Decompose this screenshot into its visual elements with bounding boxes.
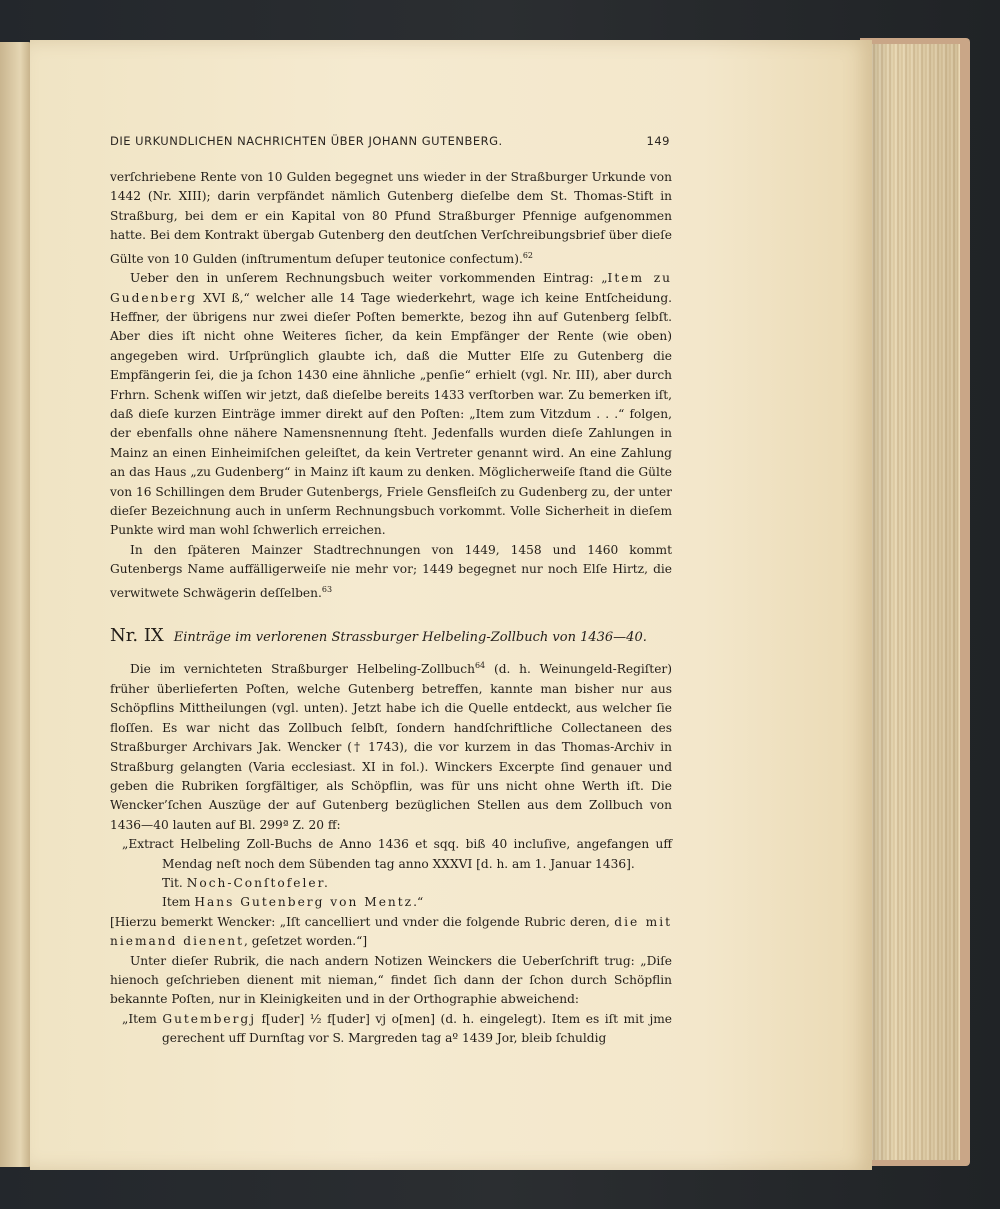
paragraph-2	[110, 269, 672, 541]
paragraph-4-text-b: (d. h. Weinungeld-Regiſter) früher überlieferten Poſten, welche Gutenberg betreffen, kannte man bisher nur aus Schöpflins Mittheilungen (vgl. unten). Jetzt habe ich die Quelle entdeckt, aus welcher ſie floſſen. Es war nicht das Zollbuch ſelbſt, ſondern handſchriftliche Collectaneen des Straßburger Archivars Jak. Wencker († 1743), die vor kurzem in das Thomas-Archiv in Straßburg gelangten (Varia ecclesiast. XI in fol.). Winckers Excerpte ſind genauer und geben die Rubriken ſorgfältiger, als Schöpflin, was für uns nicht ohne Werth iſt. Die Wencker’ſchen Auszüge der auf Gutenberg bezüglichen Stellen aus dem Zollbuch von 1436—40 lauten auf Bl. 299ª Z. 20 ff:	[110, 662, 672, 832]
paragraph-6	[110, 952, 672, 1010]
page-edges-shadow	[866, 44, 958, 1160]
paragraph-5-text-b: , geſetzet worden.“]	[244, 934, 368, 949]
section-heading	[110, 626, 672, 647]
page-header	[110, 132, 670, 152]
quote-4-text-a: „Item	[122, 1011, 163, 1026]
body-text	[110, 168, 672, 1049]
running-title: DIE URKUNDLICHEN NACHRICHTEN ÜBER JOHANN GUTENBERG.	[110, 134, 503, 148]
section-title: Einträge im verlorenen Strassburger Helbeling-Zollbuch von 1436—40.	[173, 630, 647, 646]
quote-4-text-b: f[uder] ½ f[uder] vj o[men] (d. h. eingelegt). Item es iſt mit jme gerechent uff Durnſtag vor S. Margreden tag aº 1439 Jor, bleib ſchuldig	[162, 1011, 672, 1046]
paragraph-2-text-b: XVI ß,“ welcher alle 14 Tage wiederkehrt, wage ich keine Entſcheidung. Heffner, der übrigens nur zwei dieſer Poſten bemerkte, bezog ihn auf Gutenberg ſelbſt. Aber dies iſt nicht ohne Weiteres ſicher, da kein Empfänger der Rente (wie oben) angegeben wird. Urſprünglich glaubte ich, daß die Mutter Elſe zu Gutenberg die Empfängerin ſei, die ja ſchon 1430 eine ähnliche „penſie“ erhielt (vgl. Nr. III), aber durch Frhrn. Schenk wiſſen wir jetzt, daß dieſelbe bereits 1433 verſtorben war. Zu bemerken iſt, daß dieſe kurzen Einträge immer direkt auf den Poſten: „Item zum Vitzdum . . .“ folgen, der ebenfalls ohne nähere Namensnennung ſteht. Jedenfalls wurden dieſe Zahlungen in Mainz an einen Einheimiſchen geleiſtet, da kein Vertreter genannt wird. An eine Zahlung an das Haus „zu Gudenberg“ in Mainz iſt kaum zu denken. Möglicherweiſe ſtand die Gülte von 16 Schillingen dem Bruder Gutenbergs, Friele Gensfleiſch zu Gudenberg zu, der unter dieſer Bezeichnung auch in unſerm Rechnungsbuch vorkommt. Volle Sicherheit in dieſem Punkte wird man wohl ſchwerlich erreichen.	[110, 290, 672, 538]
page-number: 149	[646, 134, 670, 148]
paragraph-4	[110, 656, 672, 835]
quote-1	[110, 835, 672, 874]
quote-4-spaced: Gutembergj	[162, 1011, 257, 1026]
footnote-ref-63: 63	[321, 584, 333, 594]
paragraph-3	[110, 541, 672, 603]
paragraph-2-spaced: Item zu Gudenberg	[110, 271, 672, 305]
quote-2-spaced: Noch-Conſtofeler.	[186, 876, 330, 890]
paragraph-6-text: Unter dieſer Rubrik, die nach andern Notizen Weinckers die Ueberſchrift trug: „Diſe hienoch geſchrieben dienent mit nieman,“ findet ſich dann der ſchon durch Schöpflin bekannte Poſten, nur in Kleinigkeiten und in der Orthographie abweichend:	[110, 953, 672, 1007]
quote-3-text-a: Item	[162, 895, 195, 910]
paragraph-5	[110, 913, 672, 952]
quote-4	[110, 1010, 672, 1049]
quote-3-text-b: .“	[413, 895, 424, 910]
paragraph-5-spaced: die mit niemand dienent	[110, 914, 672, 949]
quote-3	[110, 893, 672, 912]
paragraph-2-text-a: Ueber den in unſerem Rechnungsbuch weiter vorkommenden Eintrag: „	[130, 271, 608, 286]
paragraph-1	[110, 168, 672, 269]
paragraph-5-text-a: [Hierzu bemerkt Wencker: „Iſt cancelliert und vnder die folgende Rubric deren,	[110, 914, 615, 929]
footnote-ref-62: 62	[522, 250, 534, 260]
quote-2-text-a: Tit.	[162, 876, 187, 890]
left-page-edge	[0, 42, 34, 1167]
footnote-ref-64: 64	[474, 661, 486, 671]
paragraph-3-text: In den ſpäteren Mainzer Stadtrechnungen von 1449, 1458 und 1460 kommt Gutenbergs Name auffälligerweiſe nie mehr vor; 1449 begegnet nur noch Elſe Hirtz, die verwitwete Schwägerin deſſelben.	[110, 542, 672, 600]
paragraph-1-text: verſchriebene Rente von 10 Gulden begegnet uns wieder in der Straßburger Urkunde von 1442 (Nr. XIII); darin verpfändet nämlich Gutenberg dieſelbe dem St. Thomas-Stift in Straßburg, bei dem er ein Kapital von 80 Pfund Straßburger Pfennige aufgenommen hatte. Bei dem Kontrakt übergab Gutenberg den deutſchen Verſchreibungsbrief über dieſe Gülte von 10 Gulden (inſtrumentum deſuper teutonice confectum).	[110, 170, 672, 266]
quote-1-text: „Extract Helbeling Zoll-Buchs de Anno 1436 et sqq. biß 40 incluſive, angefangen uff Mendag neſt noch dem Sübenden tag anno XXXVI [d. h. am 1. Januar 1436].	[122, 837, 672, 871]
quote-2	[110, 874, 672, 893]
section-number: Nr. IX	[110, 625, 164, 647]
quote-3-spaced: Hans Gutenberg von Mentz	[194, 895, 414, 910]
paragraph-4-text-a: Die im vernichteten Straßburger Helbeling-Zollbuch	[130, 662, 475, 677]
